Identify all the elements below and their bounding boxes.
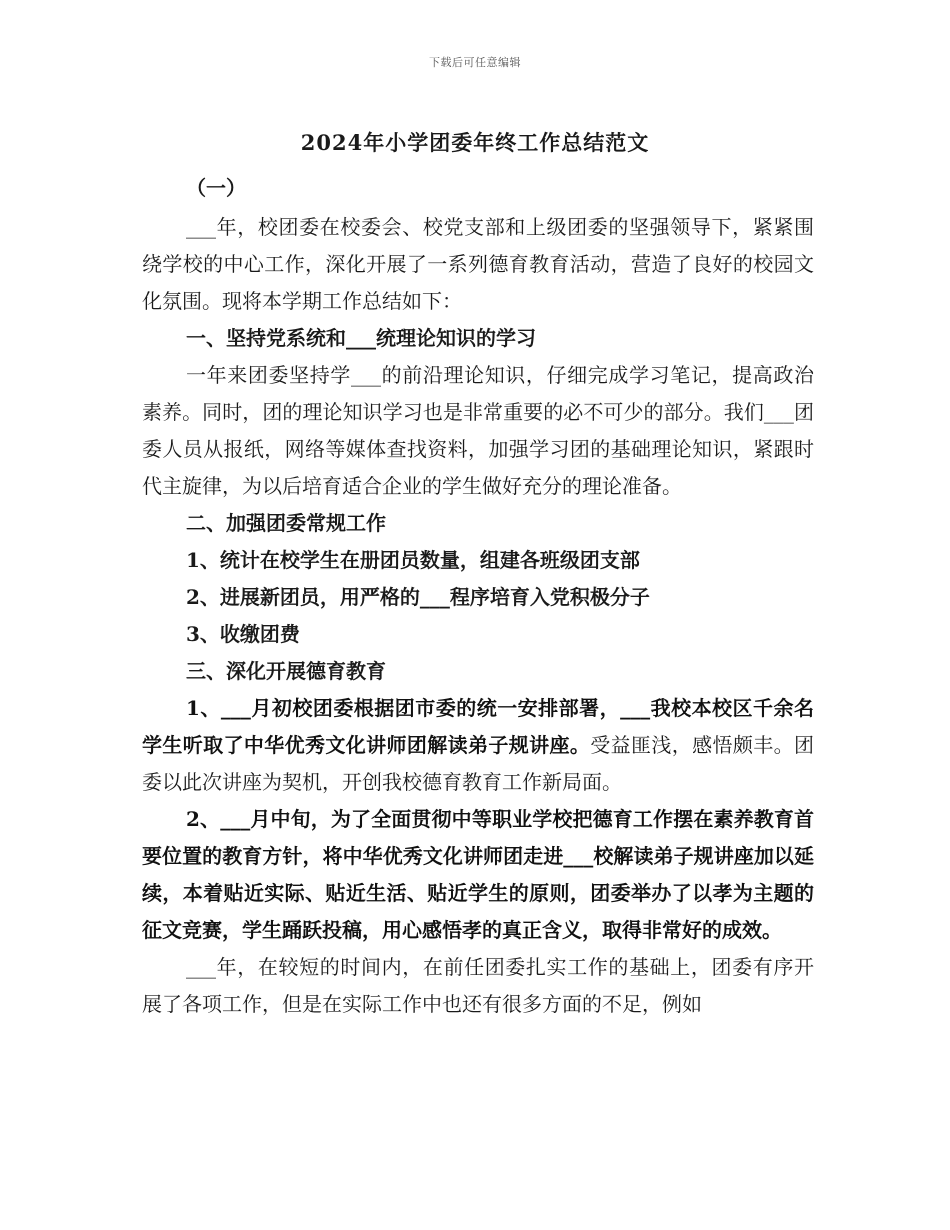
part-label: （一）	[186, 176, 246, 200]
section-3-title: 三、深化开展德育教育	[186, 659, 386, 683]
section-3-item-2: 2、___月中旬，为了全面贯彻中等职业学校把德育工作摆在素养教育首要位置的教育方针，将中华优秀文化讲师团走进___校解读弟子规讲座加以延续，本着贴近实际、贴近生活、贴近学生的原则，团委举办了以孝为主题的征文竞赛，学生踊跃投稿，用心感悟孝的真正含义，取得非常好的成效。	[142, 807, 814, 942]
section-2-item-1: 1、统计在校学生在册团员数量，组建各班级团支部	[186, 548, 640, 572]
document-body	[142, 170, 814, 1023]
section-3-item-1-bold: 1、___月初校团委根据团市委的统一安排部署，___我校本校区千余名学生听取了中华优秀文化讲师团解读弟子规讲座。	[142, 696, 814, 757]
section-1-body: 一年来团委坚持学___的前沿理论知识，仔细完成学习笔记，提高政治素养。同时，团的理论知识学习也是非常重要的必不可少的部分。我们___团委人员从报纸，网络等媒体查找资料，加强学习团的基础理论知识，紧跟时代主旋律，为以后培育适合企业的学生做好充分的理论准备。	[142, 363, 814, 498]
section-2-title: 二、加强团委常规工作	[186, 511, 386, 535]
document-title: 2024年小学团委年终工作总结范文	[300, 130, 650, 155]
section-3-item-1-normal: 受益匪浅，感悟颇丰。团委以此次讲座为契机，开创我校德育教育工作新局面。	[142, 733, 814, 794]
section-2-item-3: 3、收缴团费	[186, 622, 300, 646]
header-note: 下载后可任意编辑	[429, 56, 521, 69]
section-2-item-2: 2、进展新团员，用严格的___程序培育入党积极分子	[186, 585, 650, 609]
section-1-title: 一、坚持党系统和___统理论知识的学习	[186, 326, 536, 350]
closing-paragraph: ___年，在较短的时间内，在前任团委扎实工作的基础上，团委有序开展了各项工作，但是在实际工作中也还有很多方面的不足，例如	[142, 955, 814, 1016]
intro-paragraph: ___年，校团委在校委会、校党支部和上级团委的坚强领导下，紧紧围绕学校的中心工作，深化开展了一系列德育教育活动，营造了良好的校园文化氛围。现将本学期工作总结如下：	[142, 215, 814, 313]
section-3-item-1	[142, 690, 814, 801]
